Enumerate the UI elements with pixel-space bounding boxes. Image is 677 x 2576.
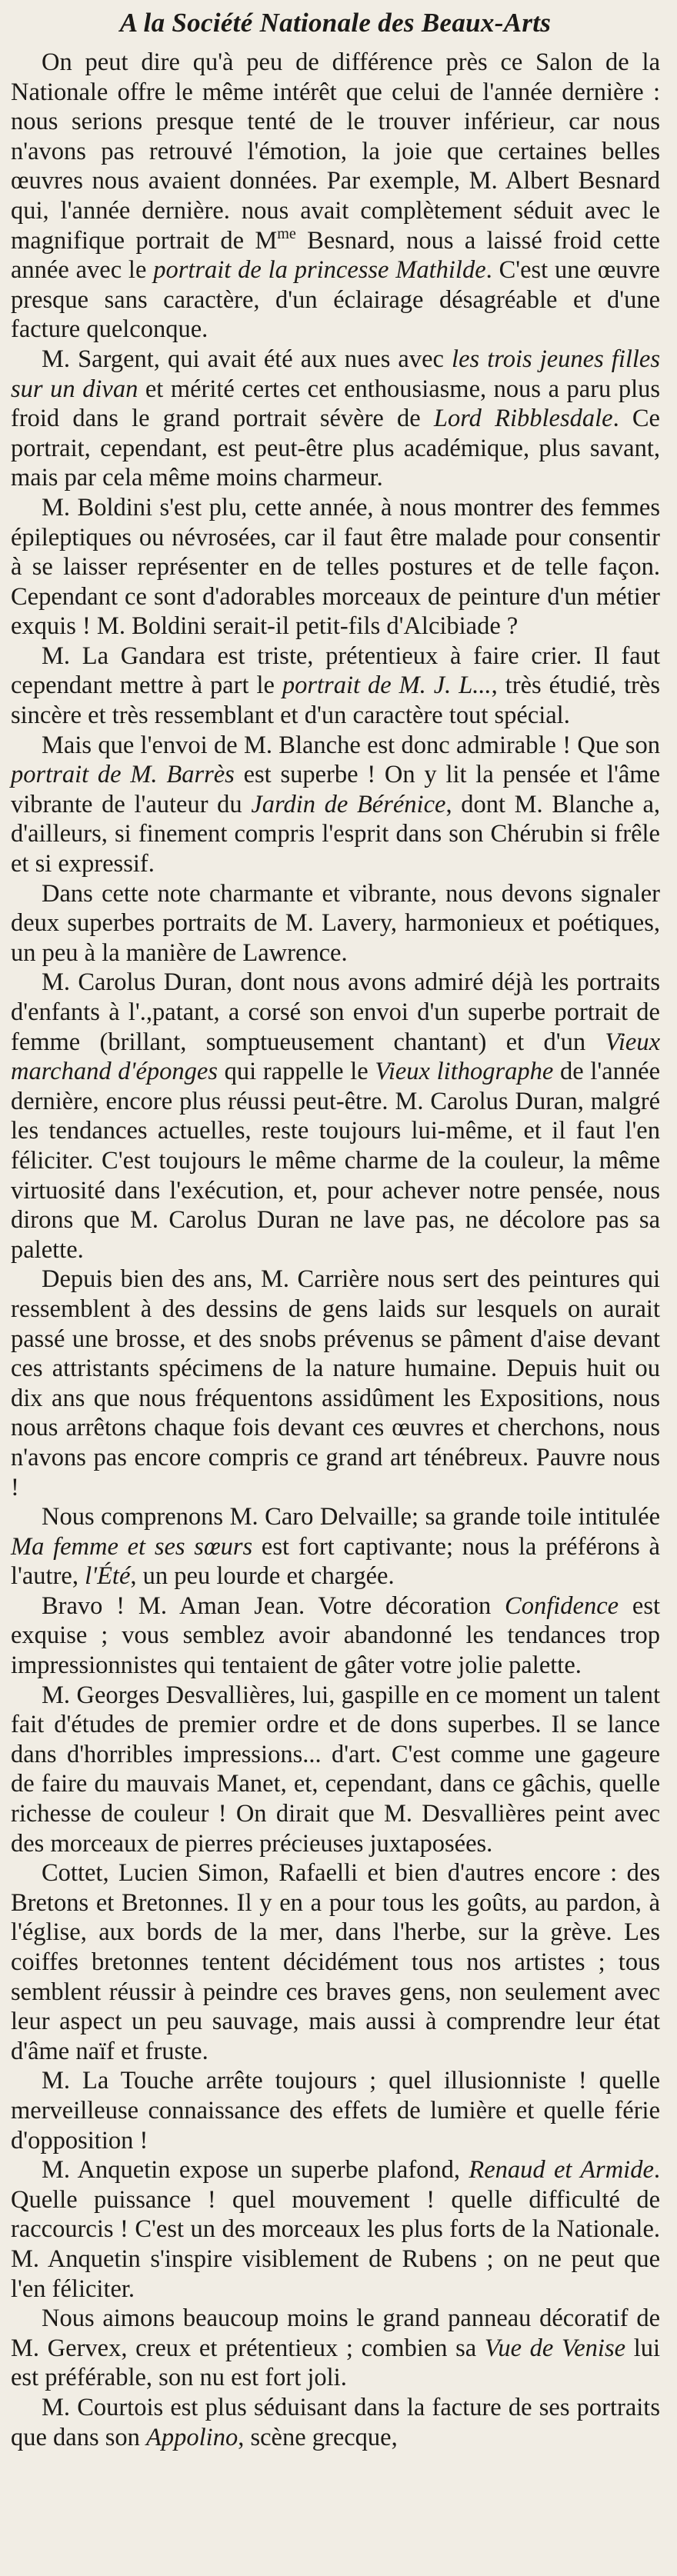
text-run: , scène grecque,: [238, 2423, 398, 2451]
text-run: M. Boldini s'est plu, cette année, à nous montrer des femmes épileptiques ou névrosées, car il faut être malade pour consentir à se laisser représenter en de telles postures et de telle façon. Cependant ce sont d'adorables morceaux de peinture d'un métier exquis ! M. Boldini serait-il petit-fils d'Alcibiade ?: [11, 493, 660, 641]
italic-title-text: Renaud et Armide: [469, 2156, 654, 2184]
article-title: A la Société Nationale des Beaux-Arts: [119, 8, 552, 38]
article-body: [11, 48, 660, 2452]
italic-title-text: Lord Ribblesdale: [433, 405, 613, 433]
italic-title-text: Vieux lithographe: [375, 1058, 554, 1086]
italic-title-text: Confidence: [505, 1591, 619, 1620]
italic-title-text: Ma femme et ses sœurs: [11, 1532, 253, 1561]
article-paragraph: [11, 48, 660, 345]
article-paragraph: [11, 493, 660, 642]
text-run: On peut dire qu'à peu de différence près ce Salon de la Nationale offre le même intérêt que celui de l'année dernière : nous serions presque tenté de le trouver inférieur, car nous n'avons pas retrouvé l'émotion, la joie que certaines belles œuvres nous avaient données. Par exemple, M. Albert Besnard qui, l'année dernière. nous avait complètement séduit avec le magnifique portrait de M: [11, 48, 660, 255]
article-paragraph: [11, 968, 660, 1265]
article-paragraph: [11, 1265, 660, 1502]
italic-title-text: portrait de M. Barrès: [11, 761, 235, 789]
article-paragraph: [11, 2066, 660, 2155]
italic-title-text: l'Été: [85, 1562, 131, 1591]
text-run: M. La Touche arrête toujours ; quel illusionniste ! quelle merveilleuse connaissance des effets de lumière et quelle férie d'opposition !: [11, 2067, 660, 2154]
text-run: , dont M. Blanche a, d'ailleurs, si finement compris l'esprit dans son Chérubin si frêle et si expressif.: [11, 790, 660, 878]
article-paragraph: [11, 1502, 660, 1591]
text-run: . C'est une œuvre presque sans caractère, d'un éclairage désagréable et d'une facture quelconque.: [11, 256, 660, 344]
text-run: qui rappelle le: [217, 1058, 375, 1086]
text-run: M. Anquetin expose un superbe plafond,: [42, 2156, 469, 2184]
text-run: de l'année dernière, encore plus réussi peut-être. M. Carolus Duran, malgré les tendances actuelles, reste toujours lui-même, et il faut l'en féliciter. C'est toujours le même charme de la couleur, la même virtuosité dans l'exécution, et, pour achever notre pensée, nous dirons que M. Carolus Duran ne lave pas, ne décolore pas sa palette.: [11, 1058, 660, 1264]
text-run: Mais que l'envoi de M. Blanche est donc admirable ! Que son: [42, 731, 660, 759]
text-run: est exquise ; vous semblez avoir abandonné les tendances trop impressionnistes qui tentaient de gâter votre jolie palette.: [11, 1591, 661, 1680]
text-run: Dans cette note charmante et vibrante, nous devons signaler deux superbes portraits de M. Lavery, harmonieux et poétiques, un peu à la manière de Lawrence.: [11, 879, 660, 967]
article-paragraph: [11, 731, 660, 879]
text-run: est fort captivante; nous la préférons à l'autre,: [11, 1532, 660, 1591]
text-run: lui est préférable, son nu est fort joli.: [11, 2334, 660, 2392]
article-paragraph: [11, 879, 660, 968]
italic-title-text: Vue de Venise: [484, 2334, 626, 2362]
text-run: M. Georges Desvallières, lui, gaspille en ce moment un talent fait d'études de premier ordre et de dons superbes. Il se lance dans d'horribles impressions... d'art. C'est comme une gageure de faire du mauvais Manet, et, cependant, dans ce gâchis, quelle richesse de couleur ! On dirait que M. Desvallières peint avec des morceaux de pierres précieuses juxtaposées.: [11, 1681, 660, 1858]
italic-title-text: Appolino: [146, 2423, 238, 2451]
text-run: et mérité certes cet enthousiasme, nous a paru plus froid dans le grand portrait sévère de: [11, 375, 660, 433]
text-run: M. Sargent, qui avait été aux nues avec: [42, 345, 452, 373]
text-run: M. La Gandara est triste, prétentieux à faire crier. Il faut cependant mettre à part le: [11, 642, 660, 700]
text-run: . Quelle puissance ! quel mouvement ! quelle difficulté de raccourcis ! C'est un des morceaux les plus forts de la Nationale. M. Anquetin s'inspire visiblement de Rubens ; on ne peut que l'en féliciter.: [11, 2156, 660, 2303]
article-paragraph: [11, 1681, 660, 1859]
text-run: Bravo ! M. Aman Jean. Votre décoration: [42, 1591, 505, 1620]
text-run: Nous comprenons M. Caro Delvaille; sa grande toile intitulée: [42, 1503, 660, 1531]
text-run: Cottet, Lucien Simon, Rafaelli et bien d'autres encore : des Bretons et Bretonnes. Il y en a pour tous les goûts, au pardon, à l'église, aux bords de la mer, dans l'herbe, sur la grève. Les coiffes bretonnes tentent décidément tous nos artistes ; tous semblent réussir à peindre ces braves gens, non seulement avec leur aspect un peu sauvage, mais aussi à comprendre leur état d'âme naïf et fruste.: [11, 1859, 660, 2065]
text-run: M. Carolus Duran, dont nous avons admiré déjà les portraits d'enfants à l'.,patant, a corsé son envoi d'un superbe portrait de femme (brillant, somptueusement chantant) et d'un: [11, 968, 660, 1056]
text-run: . Ce portrait, cependant, est peut-être plus académique, plus savant, mais par cela même moins charmeur.: [11, 405, 660, 492]
text-run: est superbe ! On y lit la pensée et l'âme vibrante de l'auteur du: [11, 761, 660, 818]
article-paragraph: [11, 642, 660, 731]
text-run: Depuis bien des ans, M. Carrière nous sert des peintures qui ressemblent à des dessins de gens laids sur lesquels on aurait passé une brosse, et des snobs prévenus se pâment d'aise devant ces attristants spécimens de la nature humaine. Depuis huit ou dix ans que nous fréquentons assidûment les Expositions, nous nous arrêtons chaque fois devant ces œuvres et cherchons, nous n'avons pas encore compris ce grand art ténébreux. Pauvre nous !: [11, 1265, 660, 1501]
article-paragraph: [11, 1858, 660, 2066]
italic-title-text: portrait de M. J. L...: [282, 671, 492, 700]
article-paragraph: [11, 345, 660, 493]
text-run: , très étudié, très sincère et très ressemblant et d'un caractère tout spécial.: [11, 671, 660, 730]
article-paragraph: [11, 2393, 660, 2452]
text-run: Besnard, nous a laissé froid cette année avec le: [11, 226, 660, 285]
italic-title-text: Vieux marchand d'éponges: [11, 1028, 660, 1086]
italic-title-text: les trois jeunes filles sur un divan: [11, 345, 660, 403]
italic-title-text: Jardin de Bérénice: [251, 790, 446, 818]
text-run: , un peu lourde et chargée.: [130, 1562, 395, 1591]
text-run: Nous aimons beaucoup moins le grand panneau décoratif de M. Gervex, creux et prétentieux ; combien sa: [11, 2304, 660, 2362]
text-run: M. Courtois est plus séduisant dans la facture de ses portraits que dans son: [11, 2393, 660, 2451]
article-paragraph: [11, 2155, 660, 2304]
italic-title-text: portrait de la princesse Mathilde: [153, 256, 486, 285]
superscript-text: me: [277, 225, 296, 242]
article-paragraph: [11, 2304, 660, 2393]
article-paragraph: [11, 1591, 660, 1681]
